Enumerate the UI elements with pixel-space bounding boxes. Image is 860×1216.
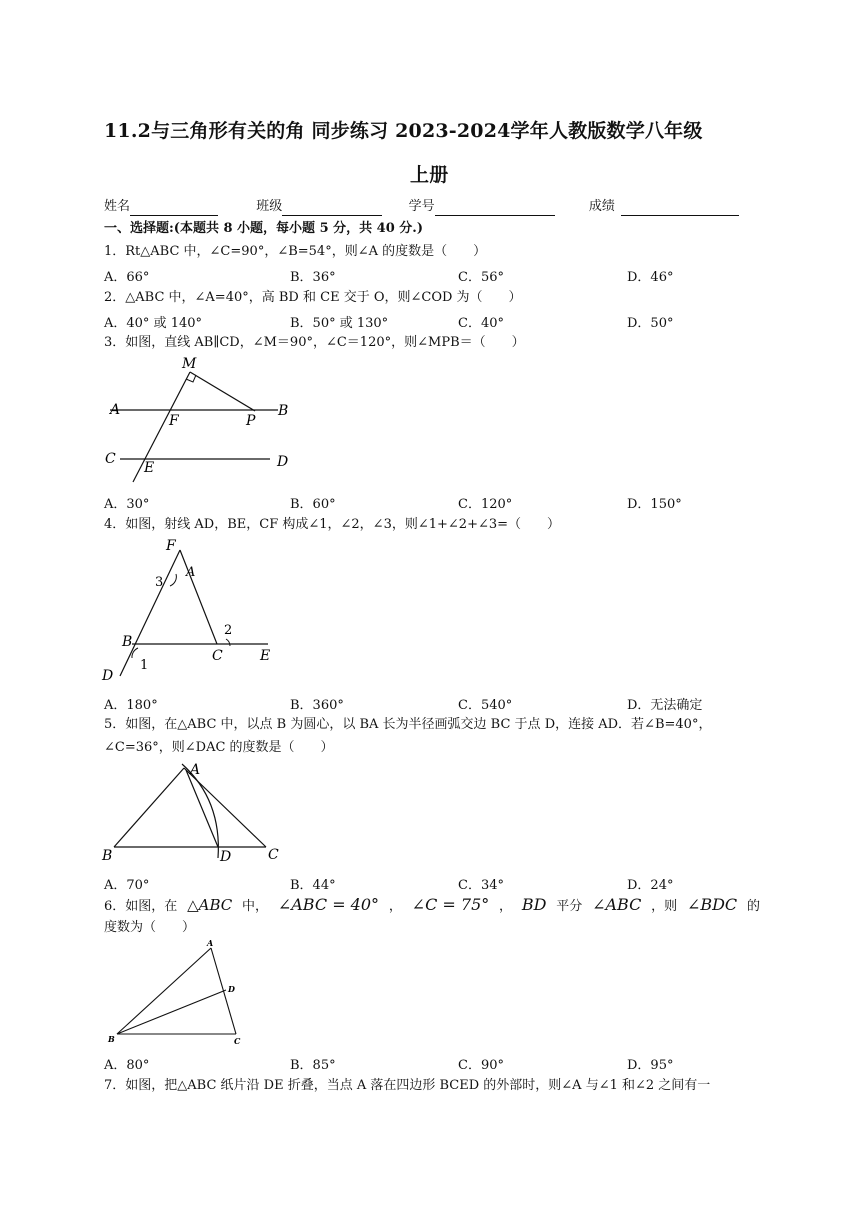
q7-text: 7．如图，把△ABC 纸片沿 DE 折叠，当点 A 落在四边形 BCED 的外部时，则∠A 与∠1 和∠2 之间有一 [104, 1078, 711, 1093]
q4-option-a[interactable]: A．180° [104, 698, 158, 713]
q1-option-c[interactable]: C．56° [458, 270, 504, 285]
q6-part2: 中， [242, 899, 269, 914]
q3-text: 3．如图，直线 AB∥CD，∠M＝90°，∠C＝120°，则∠MPB＝（ ） [104, 335, 525, 350]
q5-option-b[interactable]: B．44° [290, 878, 336, 893]
q6-option-b[interactable]: B．85° [290, 1058, 336, 1073]
q4-figure [100, 536, 290, 688]
section-heading: 一、选择题:(本题共 8 小题，每小题 5 分，共 40 分.) [104, 221, 423, 236]
segment-bd [117, 990, 226, 1034]
q6-angle-c-value: ∠C = 75° [411, 895, 490, 914]
side-ab [117, 948, 211, 1034]
label-c: C [234, 1036, 241, 1046]
label-d: D [102, 668, 114, 684]
score-label: 成绩 [588, 199, 615, 214]
q1-option-d[interactable]: D．46° [627, 270, 674, 285]
q6-part3: ， [388, 899, 402, 914]
q4-text: 4．如图，射线 AD，BE，CF 构成∠1，∠2，∠3，则∠1+∠2+∠3=（ ） [104, 517, 561, 532]
line-me [133, 372, 190, 482]
q6-part5: 平分 [556, 899, 583, 914]
label-b: B [122, 634, 133, 650]
q2-option-b[interactable]: B．50° 或 130° [290, 316, 389, 331]
q4-option-c[interactable]: C．540° [458, 698, 513, 713]
q6-part6: ，则 [651, 899, 678, 914]
q2-text: 2．△ABC 中，∠A=40°，高 BD 和 CE 交于 O，则∠COD 为（ ） [104, 290, 522, 305]
label-1: 1 [140, 658, 149, 673]
label-d: D [228, 984, 235, 994]
q5-text-line2: ∠C=36°，则∠DAC 的度数是（ ） [104, 740, 334, 755]
q6-text-line2: 度数为（ ） [104, 920, 196, 935]
q6-part7: 的 [746, 899, 760, 914]
label-d: D [220, 849, 232, 865]
line-mp [190, 372, 255, 411]
q2-option-a[interactable]: A．40° 或 140° [104, 316, 203, 331]
label-f: F [169, 413, 179, 429]
segment-ad [186, 770, 218, 847]
q6-option-a[interactable]: A．80° [104, 1058, 150, 1073]
q4-option-d[interactable]: D．无法确定 [627, 698, 703, 713]
name-label: 姓名 [104, 199, 131, 214]
label-2: 2 [224, 623, 233, 638]
label-e: E [144, 460, 155, 476]
label-f: F [166, 538, 176, 554]
class-label: 班级 [256, 199, 283, 214]
q6-triangle-abc: △ABC [187, 896, 233, 914]
name-blank[interactable] [130, 200, 218, 216]
q5-option-c[interactable]: C．34° [458, 878, 504, 893]
q6-angle-abc-value: ∠ABC = 40° [277, 895, 380, 914]
label-p: P [246, 413, 256, 429]
q3-option-a[interactable]: A．30° [104, 497, 150, 512]
label-a: A [207, 938, 214, 948]
q6-part4: ， [499, 899, 513, 914]
q5-option-a[interactable]: A．70° [104, 878, 150, 893]
angle-3-arc [170, 574, 176, 586]
label-b: B [278, 403, 289, 419]
q5-figure [100, 760, 290, 868]
q1-option-a[interactable]: A．66° [104, 270, 150, 285]
q6-angle-bdc: ∠BDC [686, 895, 738, 914]
label-d: D [277, 454, 289, 470]
doc-title-line1: 11.2与三角形有关的角 同步练习 2023-2024学年人教版数学八年级 [104, 120, 703, 142]
q3-option-b[interactable]: B．60° [290, 497, 336, 512]
class-blank[interactable] [282, 200, 382, 216]
student-info-row [104, 198, 764, 216]
q6-part1: 6．如图，在 [104, 899, 178, 914]
score-blank[interactable] [621, 200, 739, 216]
q5-option-d[interactable]: D．24° [627, 878, 674, 893]
doc-title-line2: 上册 [410, 164, 449, 186]
q6-angle-abc: ∠ABC [592, 895, 642, 914]
q2-option-c[interactable]: C．40° [458, 316, 504, 331]
label-c: C [268, 847, 279, 863]
ray-cf [120, 550, 180, 676]
q1-text: 1．Rt△ABC 中，∠C=90°，∠B=54°，则∠A 的度数是（ ） [104, 244, 487, 259]
q2-option-d[interactable]: D．50° [627, 316, 674, 331]
angle-2-arc [226, 639, 230, 646]
label-3: 3 [155, 575, 164, 590]
label-b: B [108, 1034, 115, 1044]
q4-option-b[interactable]: B．360° [290, 698, 344, 713]
label-c: C [212, 648, 223, 664]
q3-figure [100, 354, 300, 486]
label-m: M [182, 356, 197, 372]
label-a: A [190, 762, 201, 778]
id-label: 学号 [408, 199, 435, 214]
label-b: B [102, 848, 113, 864]
label-a: A [110, 402, 121, 418]
label-a: A [186, 565, 196, 580]
label-c: C [105, 451, 116, 467]
id-blank[interactable] [435, 200, 555, 216]
q6-option-d[interactable]: D．95° [627, 1058, 674, 1073]
q6-bd: BD [521, 895, 547, 914]
q3-option-c[interactable]: C．120° [458, 497, 513, 512]
q6-option-c[interactable]: C．90° [458, 1058, 504, 1073]
q5-text-line1: 5．如图，在△ABC 中，以点 B 为圆心，以 BA 长为半径画弧交边 BC 于点 D，连接 AD．若∠B=40°， [104, 717, 712, 732]
q1-option-b[interactable]: B．36° [290, 270, 336, 285]
q6-text-line1 [104, 896, 760, 916]
side-ab [114, 768, 184, 847]
q3-option-d[interactable]: D．150° [627, 497, 682, 512]
q6-figure [100, 938, 260, 1048]
label-e: E [260, 648, 271, 664]
arc-ad [182, 764, 218, 858]
